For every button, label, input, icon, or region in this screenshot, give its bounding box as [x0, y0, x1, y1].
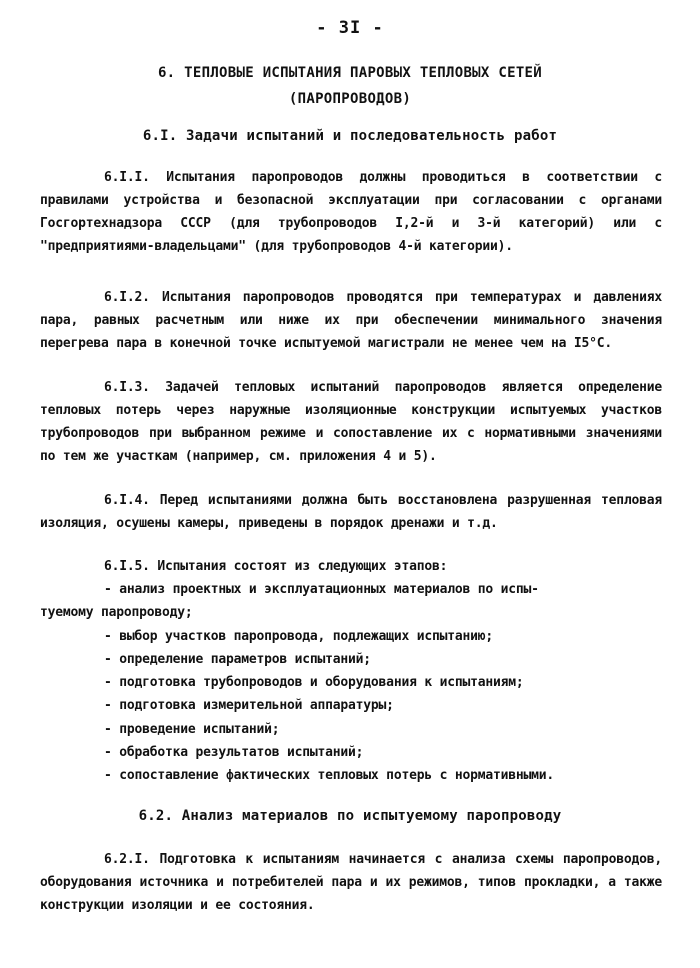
paragraph-text: Испытания паропроводов должны проводиться в соответствии с правилами устройства и безопасной эксплуатации при согласовании с органами Госгортехнадзора СССР (для трубопроводов I,2-й и 3-й категорий) или с "предприятиями-владельцами" (для трубопроводов 4-й категории). — [40, 170, 662, 254]
paragraph-6-2-1 — [40, 848, 662, 917]
page-number: - 3I - — [316, 18, 384, 38]
list-item: - обработка результатов испытаний; — [104, 745, 364, 761]
list-item: - сопоставление фактических тепловых потерь с нормативными. — [104, 768, 554, 784]
paragraph-text: Задачей тепловых испытаний паропроводов является определение тепловых потерь через наружные изоляционные конструкции испытуемых участков трубопроводов при выбранном режиме и сопоставление их с нормативными значениями по тем же участкам (например, см. приложения 4 и 5). — [40, 380, 662, 464]
section-title-line-2: (ПАРОПРОВОДОВ) — [288, 91, 412, 107]
stages-list — [40, 578, 664, 788]
paragraph-6-1-5 — [40, 555, 662, 578]
paragraph-number: 6.I.4. — [104, 493, 150, 508]
section-title — [60, 60, 640, 112]
paragraph-number: 6.I.5. — [104, 559, 150, 574]
section-title-line-1: 6. ТЕПЛОВЫЕ ИСПЫТАНИЯ ПАРОВЫХ ТЕПЛОВЫХ СЕТЕЙ — [157, 65, 543, 81]
paragraph-text: Подготовка к испытаниям начинается с анализа схемы паропроводов, оборудования источника и потребителей пара и их режимов, типов прокладки, а также конструкции изоляции и ее состояния. — [40, 852, 662, 913]
list-item: - подготовка трубопроводов и оборудования к испытаниям; — [104, 675, 524, 691]
paragraph-6-1-1 — [40, 166, 662, 258]
paragraph-number: 6.I.3. — [104, 380, 150, 395]
paragraph-6-1-2 — [40, 286, 662, 355]
paragraph-number: 6.I.I. — [104, 170, 150, 185]
paragraph-text: Испытания паропроводов проводятся при температурах и давлениях пара, равных расчетным или ниже их при обеспечении минимального значения перегрева пара в конечной точке испытуемой магистрали не менее чем на I5°С. — [40, 290, 662, 351]
list-item: - анализ проектных и эксплуатационных материалов по испы- — [104, 582, 539, 597]
subsection-heading-6-2: 6.2. Анализ материалов по испытуемому паропроводу — [138, 808, 562, 824]
paragraph-number: 6.I.2. — [104, 290, 150, 305]
paragraph-text: Испытания состоят из следующих этапов: — [157, 559, 448, 574]
list-item: - выбор участков паропровода, подлежащих испытанию; — [104, 628, 493, 644]
list-item: - подготовка измерительной аппаратуры; — [104, 698, 394, 714]
paragraph-6-1-3 — [40, 376, 662, 468]
list-item-continuation: туемому паропроводу; — [40, 605, 193, 621]
paragraph-6-1-4 — [40, 489, 662, 535]
paragraph-number: 6.2.I. — [104, 852, 150, 867]
list-item: - определение параметров испытаний; — [104, 651, 371, 667]
subsection-heading-6-1: 6.I. Задачи испытаний и последовательность работ — [142, 128, 558, 144]
paragraph-text: Перед испытаниями должна быть восстановлена разрушенная тепловая изоляция, осушены камеры, приведены в порядок дренажи и т.д. — [40, 493, 662, 531]
list-item: - проведение испытаний; — [104, 721, 280, 737]
